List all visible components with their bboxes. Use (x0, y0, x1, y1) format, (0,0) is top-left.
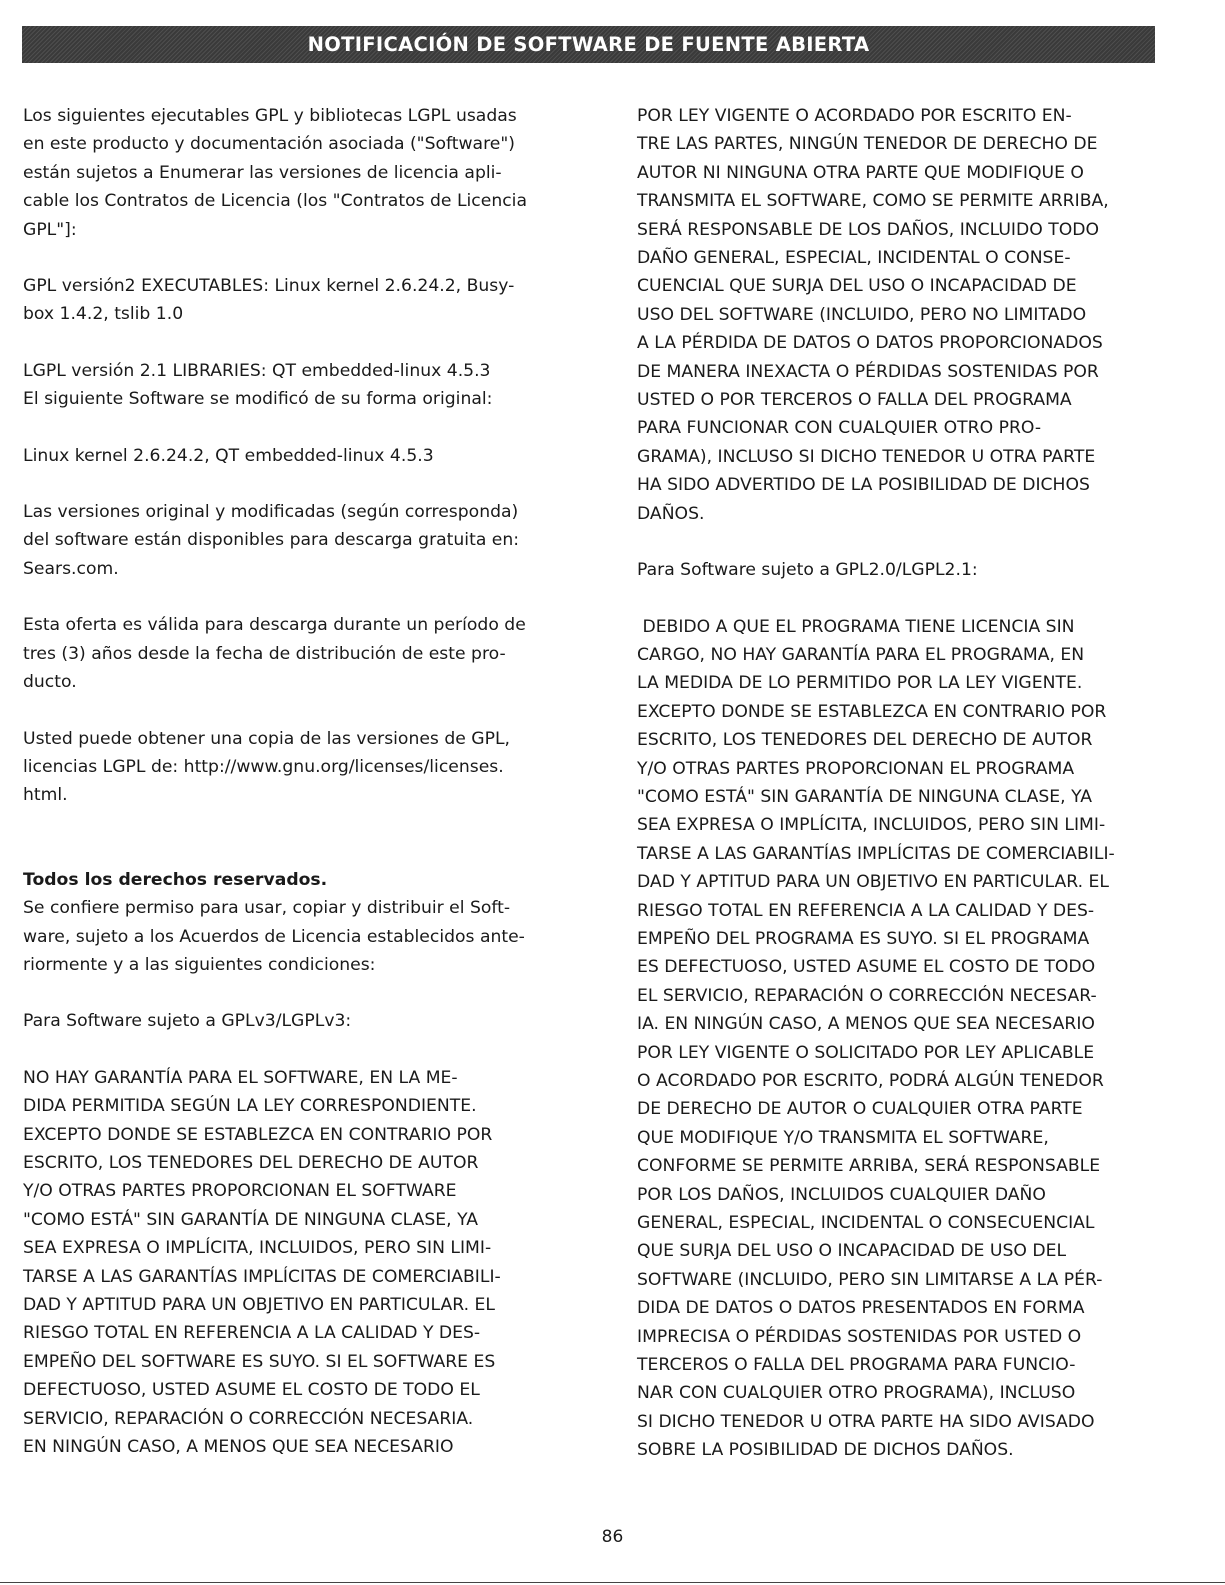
text-line: DE DERECHO DE AUTOR O CUALQUIER OTRA PARTE (637, 1099, 1083, 1120)
text-line: O ACORDADO POR ESCRITO, PODRÁ ALGÚN TENEDOR (637, 1071, 1104, 1091)
text-line: USTED O POR TERCEROS O FALLA DEL PROGRAMA (637, 390, 1072, 411)
text-line: Usted puede obtener una copia de las versiones de GPL, (23, 728, 510, 749)
text-line: ESCRITO, LOS TENEDORES DEL DERECHO DE AUTOR (637, 730, 1093, 751)
gplv3-warranty-paragraph (23, 1064, 583, 1462)
text-line: ES DEFECTUOSO, USTED ASUME EL COSTO DE TODO (637, 957, 1096, 978)
text-line: cable los Contratos de Licencia (los "Contratos de Licencia (23, 191, 527, 212)
text-line: CONFORME SE PERMITE ARRIBA, SERÁ RESPONSABLE (637, 1156, 1101, 1177)
text-line: Las versiones original y modificadas (según corresponda) (23, 502, 519, 523)
text-line: LA MEDIDA DE LO PERMITIDO POR LA LEY VIGENTE. (637, 673, 1083, 694)
text-line: html. (23, 785, 68, 806)
download-availability-paragraph (23, 498, 583, 583)
text-line: RIESGO TOTAL EN REFERENCIA A LA CALIDAD Y DES- (637, 900, 1095, 921)
text-line: del software están disponibles para descarga gratuita en: (23, 530, 520, 551)
text-line: NAR CON CUALQUIER OTRO PROGRAMA), INCLUSO (637, 1383, 1076, 1404)
left-column (23, 102, 583, 1461)
text-line: ware, sujeto a los Acuerdos de Licencia establecidos ante- (23, 926, 525, 947)
text-line: SOFTWARE (INCLUIDO, PERO SIN LIMITARSE A LA PÉR- (637, 1269, 1103, 1290)
text-line: DIDA DE DATOS O DATOS PRESENTADOS EN FORMA (637, 1298, 1085, 1319)
text-line: DIDA PERMITIDA SEGÚN LA LEY CORRESPONDIENTE. (23, 1096, 477, 1117)
text-line: TERCEROS O FALLA DEL PROGRAMA PARA FUNCIO- (637, 1355, 1076, 1376)
text-line: TRE LAS PARTES, NINGÚN TENEDOR DE DERECHO DE (637, 134, 1098, 155)
license-copy-paragraph (23, 725, 583, 810)
text-line: CUENCIAL QUE SURJA DEL USO O INCAPACIDAD DE (637, 276, 1077, 297)
section-banner (22, 26, 1155, 63)
text-line: TARSE A LAS GARANTÍAS IMPLÍCITAS DE COMERCIABILI- (637, 843, 1115, 864)
text-line: DAÑOS. (637, 503, 705, 524)
lgpl-libraries-paragraph (23, 357, 583, 414)
text-line: EL SERVICIO, REPARACIÓN O CORRECCIÓN NECESAR- (637, 985, 1097, 1006)
text-line: EXCEPTO DONDE SE ESTABLEZCA EN CONTRARIO POR (23, 1124, 493, 1145)
text-line: GRAMA), INCLUSO SI DICHO TENEDOR U OTRA PARTE (637, 446, 1096, 467)
text-line: CARGO, NO HAY GARANTÍA PARA EL PROGRAMA, EN (637, 644, 1085, 665)
text-line: Esta oferta es válida para descarga durante un período de (23, 615, 526, 636)
text-line: "COMO ESTÁ" SIN GARANTÍA DE NINGUNA CLASE, YA (637, 786, 1093, 807)
text-line: TRANSMITA EL SOFTWARE, COMO SE PERMITE ARRIBA, (637, 191, 1109, 212)
text-line: riormente y a las siguientes condiciones: (23, 954, 376, 975)
text-line: DEFECTUOSO, USTED ASUME EL COSTO DE TODO EL (23, 1380, 480, 1401)
text-line: licencias LGPL de: http://www.gnu.org/licenses/licenses. (23, 756, 504, 777)
gplv3-heading: Para Software sujeto a GPLv3/LGPLv3: (23, 1011, 352, 1032)
text-line: El siguiente Software se modificó de su forma original: (23, 389, 493, 410)
text-line: SOBRE LA POSIBILIDAD DE DICHOS DAÑOS. (637, 1440, 1014, 1461)
text-line: GPL versión2 EXECUTABLES: Linux kernel 2.6.24.2, Busy- (23, 276, 515, 297)
text-line: POR LEY VIGENTE O SOLICITADO POR LEY APLICABLE (637, 1042, 1095, 1063)
text-line: Sears.com. (23, 558, 119, 579)
rights-heading: Todos los derechos reservados. (23, 869, 328, 890)
page-number: 86 (601, 1527, 624, 1547)
text-line: NO HAY GARANTÍA PARA EL SOFTWARE, EN LA ME- (23, 1067, 458, 1088)
text-line: PARA FUNCIONAR CON CUALQUIER OTRO PRO- (637, 418, 1042, 439)
offer-validity-paragraph (23, 611, 583, 696)
rights-paragraph (23, 866, 583, 980)
gpl2-warranty-paragraph (637, 613, 1187, 1465)
text-line: TARSE A LAS GARANTÍAS IMPLÍCITAS DE COMERCIABILI- (23, 1266, 501, 1287)
text-line: SEA EXPRESA O IMPLÍCITA, INCLUIDOS, PERO SIN LIMI- (637, 815, 1106, 836)
text-line: QUE MODIFIQUE Y/O TRANSMITA EL SOFTWARE, (637, 1127, 1049, 1148)
text-line: ESCRITO, LOS TENEDORES DEL DERECHO DE AUTOR (23, 1152, 479, 1173)
text-line: en este producto y documentación asociada ("Software") (23, 134, 515, 155)
text-line: EXCEPTO DONDE SE ESTABLEZCA EN CONTRARIO POR (637, 701, 1107, 722)
gpl-executables-paragraph (23, 272, 583, 329)
text-line: POR LEY VIGENTE O ACORDADO POR ESCRITO EN- (637, 106, 1072, 126)
text-line: DAÑO GENERAL, ESPECIAL, INCIDENTAL O CONSE- (637, 248, 1071, 269)
text-line: IA. EN NINGÚN CASO, A MENOS QUE SEA NECESARIO (637, 1014, 1095, 1035)
text-line: están sujetos a Enumerar las versiones de licencia apli- (23, 162, 502, 183)
text-line: EN NINGÚN CASO, A MENOS QUE SEA NECESARIO (23, 1437, 454, 1458)
text-line: SERVICIO, REPARACIÓN O CORRECCIÓN NECESARIA. (23, 1408, 474, 1429)
text-line: ducto. (23, 672, 77, 693)
text-line: DE MANERA INEXACTA O PÉRDIDAS SOSTENIDAS POR (637, 361, 1099, 382)
text-line: POR LOS DAÑOS, INCLUIDOS CUALQUIER DAÑO (637, 1184, 1046, 1205)
text-line: box 1.4.2, tslib 1.0 (23, 304, 184, 325)
text-line: Se confiere permiso para usar, copiar y distribuir el Soft- (23, 898, 511, 919)
text-line: SEA EXPRESA O IMPLÍCITA, INCLUIDOS, PERO SIN LIMI- (23, 1238, 492, 1259)
text-line: DEBIDO A QUE EL PROGRAMA TIENE LICENCIA SIN (637, 616, 1075, 637)
gpl2-heading: Para Software sujeto a GPL2.0/LGPL2.1: (637, 560, 978, 581)
text-line: RIESGO TOTAL EN REFERENCIA A LA CALIDAD Y DES- (23, 1323, 481, 1344)
text-line: DAD Y APTITUD PARA UN OBJETIVO EN PARTICULAR. EL (23, 1295, 495, 1315)
text-line: A LA PÉRDIDA DE DATOS O DATOS PROPORCIONADOS (637, 333, 1103, 354)
text-line: Y/O OTRAS PARTES PROPORCIONAN EL SOFTWARE (23, 1181, 457, 1202)
intro-paragraph (23, 102, 583, 244)
text-line: Y/O OTRAS PARTES PROPORCIONAN EL PROGRAMA (637, 758, 1075, 779)
text-line: SERÁ RESPONSABLE DE LOS DAÑOS, INCLUIDO TODO (637, 219, 1100, 240)
text-line: IMPRECISA O PÉRDIDAS SOSTENIDAS POR USTED O (637, 1326, 1082, 1347)
text-line: GENERAL, ESPECIAL, INCIDENTAL O CONSECUENCIAL (637, 1213, 1095, 1234)
text-line: HA SIDO ADVERTIDO DE LA POSIBILIDAD DE DICHOS (637, 475, 1090, 496)
page-bottom-rule (0, 1582, 1225, 1583)
text-line: EMPEÑO DEL SOFTWARE ES SUYO. SI EL SOFTWARE ES (23, 1351, 496, 1372)
text-line: AUTOR NI NINGUNA OTRA PARTE QUE MODIFIQUE O (637, 162, 1084, 183)
right-column (637, 102, 1187, 1465)
banner-title: NOTIFICACIÓN DE SOFTWARE DE FUENTE ABIERTA (307, 33, 870, 56)
text-line: EMPEÑO DEL PROGRAMA ES SUYO. SI EL PROGRAMA (637, 928, 1090, 949)
text-line: Linux kernel 2.6.24.2, QT embedded-linux 4.5.3 (23, 445, 434, 466)
text-line: SI DICHO TENEDOR U OTRA PARTE HA SIDO AVISADO (637, 1411, 1095, 1432)
text-line: Los siguientes ejecutables GPL y bibliotecas LGPL usadas (23, 106, 517, 126)
modified-software-paragraph (23, 442, 583, 470)
text-line: USO DEL SOFTWARE (INCLUIDO, PERO NO LIMITADO (637, 304, 1087, 325)
gplv3-warranty-continued (637, 102, 1187, 528)
text-line: LGPL versión 2.1 LIBRARIES: QT embedded-linux 4.5.3 (23, 360, 491, 381)
text-line: QUE SURJA DEL USO O INCAPACIDAD DE USO DEL (637, 1241, 1067, 1262)
text-line: "COMO ESTÁ" SIN GARANTÍA DE NINGUNA CLASE, YA (23, 1209, 479, 1230)
text-line: GPL"]: (23, 219, 77, 240)
text-line: DAD Y APTITUD PARA UN OBJETIVO EN PARTICULAR. EL (637, 872, 1109, 893)
text-line: tres (3) años desde la fecha de distribución de este pro- (23, 643, 506, 664)
